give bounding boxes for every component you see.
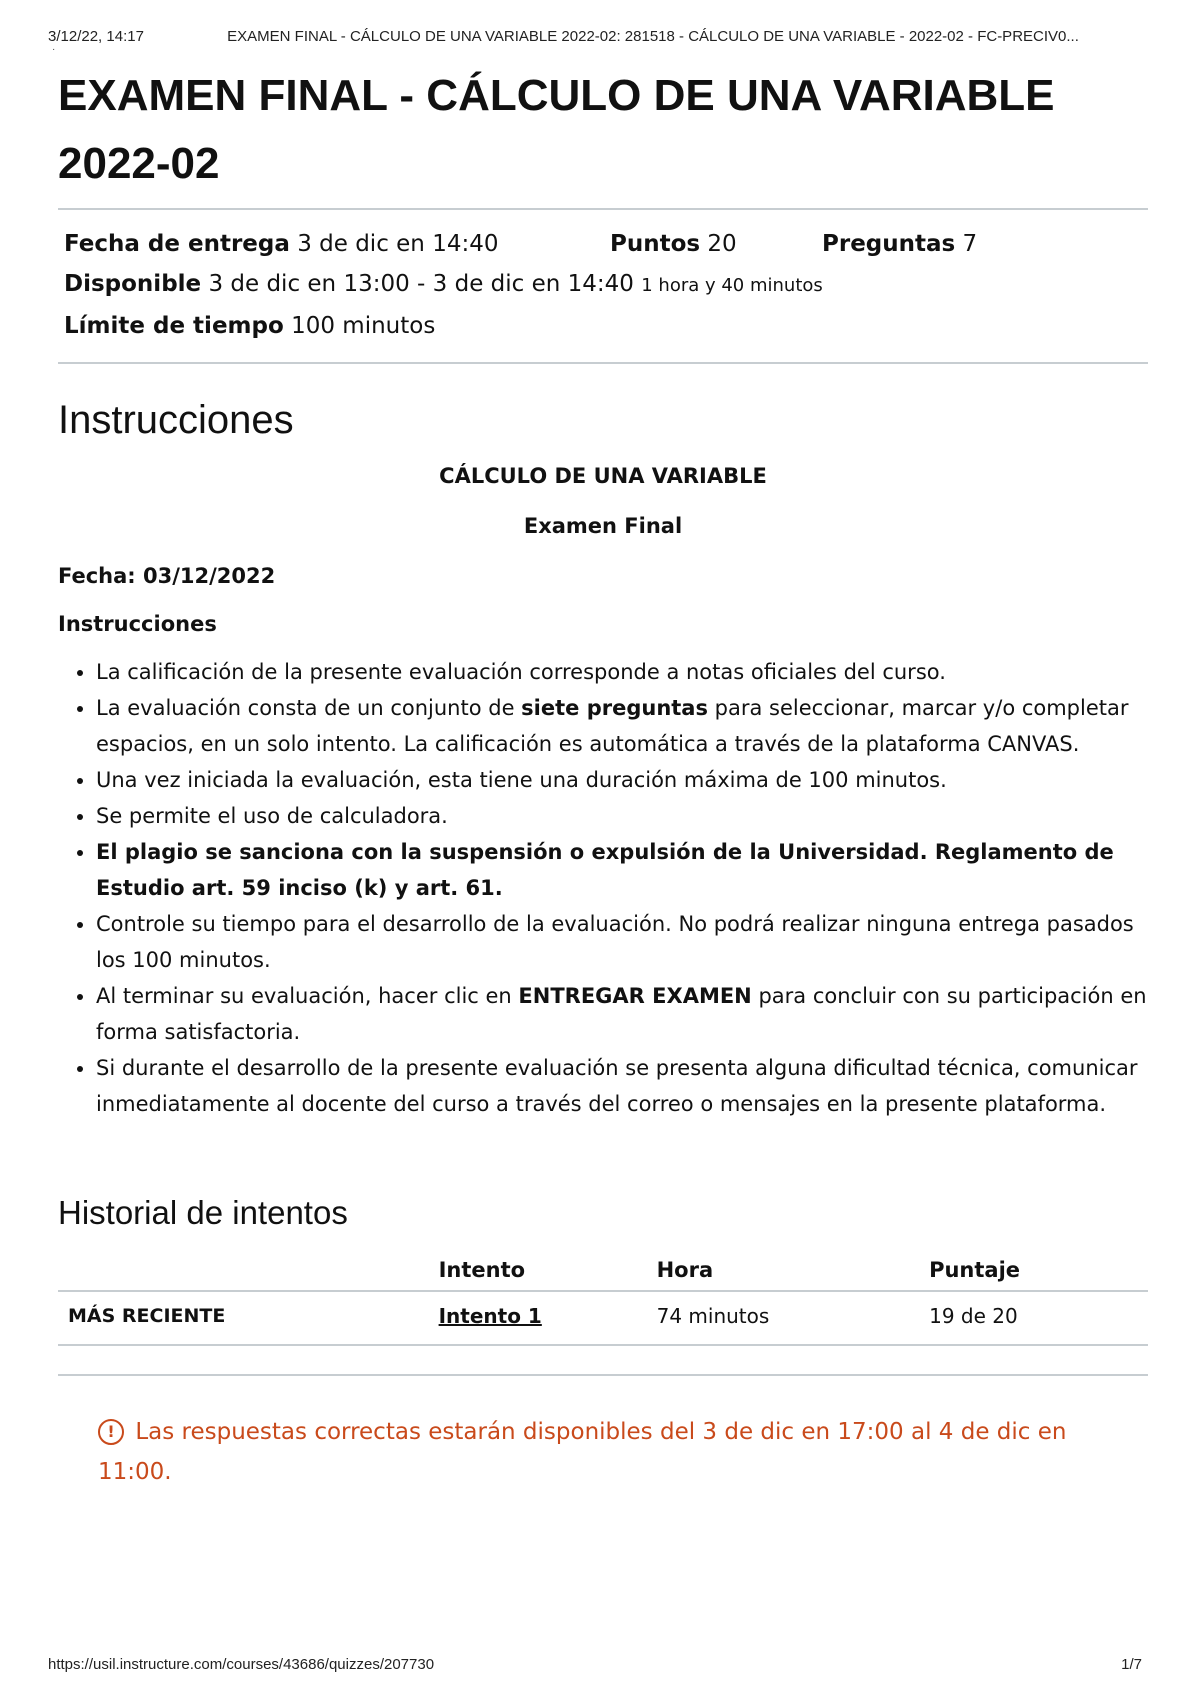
due-label: Fecha de entrega bbox=[64, 231, 290, 257]
exam-name: Examen Final bbox=[523, 514, 683, 538]
rule-text: para concluir con su participación en forma satisfactoria. bbox=[96, 984, 1147, 1044]
rule-text: La evaluación consta de un conjunto de bbox=[96, 696, 522, 720]
instructions-list bbox=[58, 654, 1148, 1122]
main-content bbox=[58, 62, 1148, 1492]
history-heading: Historial de intentos bbox=[58, 1194, 348, 1231]
divider bbox=[58, 362, 1148, 364]
answers-notice bbox=[98, 1412, 1088, 1492]
print-date: 3/12/22, 14:17 bbox=[48, 28, 144, 45]
col-empty bbox=[58, 1252, 429, 1291]
list-item: • Se permite el uso de calculadora. bbox=[96, 798, 1148, 834]
due-date bbox=[64, 224, 610, 264]
course-name: CÁLCULO DE UNA VARIABLE bbox=[439, 464, 767, 488]
divider bbox=[58, 1374, 1148, 1376]
list-item: • El plagio se sanciona con la suspensión o expulsión de la Universidad. Reglamento de Estudio art. 59 inciso (k) y art. 61. bbox=[96, 834, 1148, 906]
table-row bbox=[58, 1291, 1148, 1345]
questions-value: 7 bbox=[962, 231, 978, 257]
col-score: Puntaje bbox=[919, 1252, 1148, 1291]
time-limit-value: 100 minutos bbox=[291, 313, 436, 339]
col-time: Hora bbox=[647, 1252, 920, 1291]
print-footer bbox=[48, 1656, 1152, 1673]
instructions-heading: Instrucciones bbox=[58, 398, 294, 442]
quiz-title: EXAMEN FINAL - CÁLCULO DE UNA VARIABLE 2022-02 bbox=[58, 71, 1055, 188]
print-header bbox=[48, 28, 1152, 45]
rule-emphasis: siete preguntas bbox=[521, 696, 708, 720]
page-number: 1/7 bbox=[1121, 1656, 1142, 1673]
list-item: • Una vez iniciada la evaluación, esta tiene una duración máxima de 100 minutos. bbox=[96, 762, 1148, 798]
row-score: 19 de 20 bbox=[919, 1291, 1148, 1345]
attempts-table bbox=[58, 1252, 1148, 1346]
points-value: 20 bbox=[707, 231, 737, 257]
exam-date: Fecha: 03/12/2022 bbox=[58, 564, 276, 588]
attempt-link[interactable]: Intento 1 bbox=[438, 1304, 542, 1328]
available-label: Disponible bbox=[64, 271, 202, 297]
details-row-2 bbox=[64, 264, 1142, 306]
rule-text: Al terminar su evaluación, hacer clic en bbox=[96, 984, 519, 1008]
print-marker: · bbox=[52, 44, 56, 55]
details-row-1 bbox=[64, 224, 1142, 264]
col-attempt: Intento bbox=[429, 1252, 647, 1291]
quiz-details bbox=[58, 210, 1148, 362]
details-row-3 bbox=[64, 306, 1142, 346]
available-value: 3 de dic en 13:00 - 3 de dic en 14:40 bbox=[208, 271, 634, 297]
rule-text: para seleccionar, marcar y/o completar espacios, en un solo intento. La calificación es automática a través de la plataforma CANVAS. bbox=[96, 696, 1129, 756]
due-value: 3 de dic en 14:40 bbox=[297, 231, 499, 257]
list-item: • Controle su tiempo para el desarrollo de la evaluación. No podrá realizar ninguna entrega pasados los 100 minutos. bbox=[96, 906, 1148, 978]
list-item: • Si durante el desarrollo de la presente evaluación se presenta alguna dificultad técnica, comunicar inmediatamente al docente del curso a través del correo o mensajes en la presente plataforma. bbox=[96, 1050, 1148, 1122]
instructions-subheading: Instrucciones bbox=[58, 612, 217, 636]
list-item bbox=[96, 690, 1148, 762]
time-limit-label: Límite de tiempo bbox=[64, 313, 284, 339]
warning-icon: ! bbox=[98, 1419, 124, 1445]
points bbox=[610, 224, 822, 264]
available-duration: 1 hora y 40 minutos bbox=[641, 275, 823, 296]
questions-label: Preguntas bbox=[822, 231, 956, 257]
table-header-row bbox=[58, 1252, 1148, 1291]
notice-text: Las respuestas correctas estarán disponibles del 3 de dic en 17:00 al 4 de dic en 11:00. bbox=[98, 1419, 1067, 1485]
points-label: Puntos bbox=[610, 231, 701, 257]
row-attempt bbox=[429, 1291, 647, 1345]
rule-emphasis: ENTREGAR EXAMEN bbox=[518, 984, 752, 1008]
print-url: https://usil.instructure.com/courses/43686/quizzes/207730 bbox=[48, 1656, 435, 1673]
row-label: MÁS RECIENTE bbox=[58, 1291, 429, 1345]
list-item: • La calificación de la presente evaluación corresponde a notas oficiales del curso. bbox=[96, 654, 1148, 690]
print-page-title: EXAMEN FINAL - CÁLCULO DE UNA VARIABLE 2022-02: 281518 - CÁLCULO DE UNA VARIABLE - 2022-02 - FC-PRECIV0... bbox=[227, 28, 1079, 45]
row-time: 74 minutos bbox=[647, 1291, 920, 1345]
list-item bbox=[96, 978, 1148, 1050]
questions bbox=[822, 224, 977, 264]
